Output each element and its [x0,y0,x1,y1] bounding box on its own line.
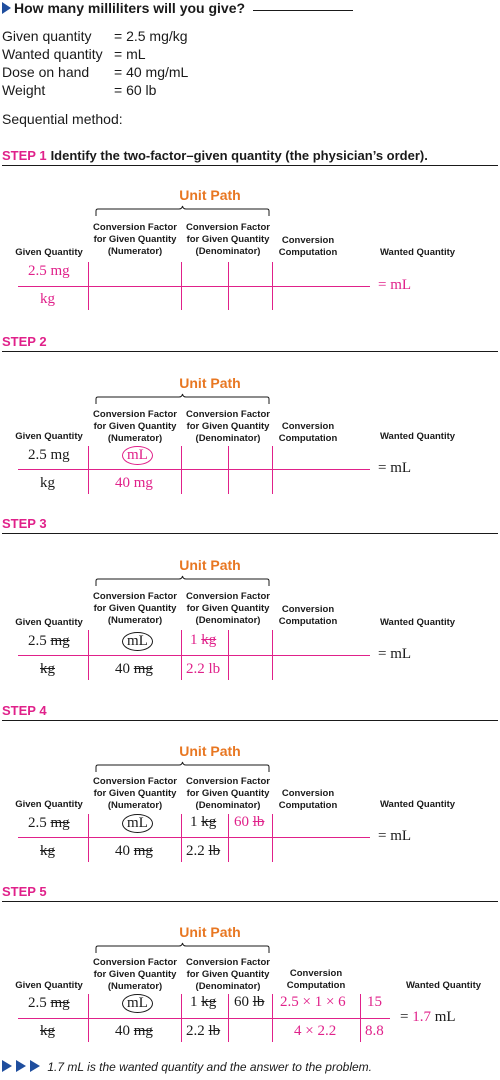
denominator-top: 1 kg [190,814,217,830]
given-label: Wanted quantity [2,46,103,62]
wanted-result: = mL [378,460,412,476]
step-number: STEP 1 [2,148,47,163]
question-title [2,0,353,16]
header-wanted-quantity: Wanted Quantity [379,799,456,810]
numerator-unit [122,814,153,833]
step-description: Identify the two-factor–given quantity (the physician’s order). [50,148,428,163]
column-divider [181,814,182,862]
header-given-quantity: Given Quantity [15,980,83,991]
header-cf-numerator: Conversion Factor for Given Quantity (Numerator) [93,409,177,444]
step-4-title [2,703,51,718]
numerator-dose: 40 mg [115,661,153,677]
denominator-bottom: 2.2 lb [186,843,221,859]
result-denominator: 8.8 [365,1023,384,1039]
column-divider [228,446,229,494]
header-given-quantity: Given Quantity [15,617,83,628]
denominator-top: 1 kg [190,632,217,648]
unit-path-brace [95,761,270,773]
unit-path-title: Unit Path [179,375,241,391]
unit-path-brace [95,575,270,587]
numerator-unit [122,994,153,1013]
given-denominator: kg [40,843,55,859]
header-wanted-quantity: Wanted Quantity [379,431,456,442]
unit-path-brace [95,205,270,217]
column-divider [88,814,89,862]
header-cf-denominator: Conversion Factor for Given Quantity (Denominator) [186,591,270,626]
answer-blank [253,9,353,11]
header-cf-numerator: Conversion Factor for Given Quantity (Numerator) [93,591,177,626]
header-cf-numerator: Conversion Factor for Given Quantity (Numerator) [93,957,177,992]
step-divider [2,351,498,352]
given-value: = 60 lb [114,82,157,98]
header-cf-denominator: Conversion Factor for Given Quantity (Denominator) [186,409,270,444]
unit-path-brace [95,393,270,405]
wanted-result: = 1.7 mL [400,1009,456,1025]
unit-path-title: Unit Path [179,187,241,203]
header-given-quantity: Given Quantity [15,799,83,810]
given-label: Dose on hand [2,64,90,80]
given-denominator: kg [40,475,55,491]
weight-factor: 60 lb [234,814,265,830]
computation-denominator: 4 × 2.2 [294,1023,337,1039]
given-row [2,28,188,44]
given-label: Given quantity [2,28,92,44]
step-2-title [2,334,51,349]
header-conversion: Conversion Computation [278,604,338,627]
column-divider [228,262,229,310]
given-numerator: 2.5 mg [28,633,70,649]
result-numerator: 15 [367,994,382,1010]
fraction-line [18,469,370,470]
arrow-bullet-icon [16,1060,26,1072]
header-given-quantity: Given Quantity [15,431,83,442]
wanted-result: = mL [378,646,412,662]
arrow-bullet-icon [30,1060,40,1072]
column-divider [272,814,273,862]
column-divider [228,994,229,1042]
step-number: STEP 2 [2,334,47,349]
denominator-bottom: 2.2 lb [186,1023,221,1039]
column-divider [272,446,273,494]
unit-path-title: Unit Path [179,924,241,940]
wanted-result: = mL [378,277,412,293]
given-denominator: kg [40,661,55,677]
step-3-title [2,516,51,531]
denominator-top: 1 kg [190,994,217,1010]
computation-numerator: 2.5 × 1 × 6 [280,994,346,1010]
triangle-bullet-icon [2,2,11,14]
given-value: = 2.5 mg/kg [114,28,188,44]
given-row [2,82,156,98]
fraction-line [18,655,370,656]
step-divider [2,533,498,534]
given-numerator: 2.5 mg [28,263,70,279]
unit-path-title: Unit Path [179,557,241,573]
column-divider [88,630,89,680]
denominator-bottom: 2.2 lb [186,661,221,677]
header-cf-denominator: Conversion Factor for Given Quantity (Denominator) [186,222,270,257]
fraction-line [18,837,370,838]
fraction-line [18,1018,390,1019]
header-wanted-quantity: Wanted Quantity [379,617,456,628]
column-divider [181,630,182,680]
weight-factor: 60 lb [234,994,265,1010]
column-divider [272,994,273,1042]
given-numerator: 2.5 mg [28,815,70,831]
given-denominator: kg [40,291,55,307]
header-cf-numerator: Conversion Factor for Given Quantity (Numerator) [93,776,177,811]
header-conversion: Conversion Computation [278,421,338,444]
header-conversion: Conversion Computation [286,968,346,991]
numerator-dose: 40 mg [115,843,153,859]
numerator-unit [122,446,153,465]
column-divider [181,262,182,310]
step-number: STEP 4 [2,703,47,718]
given-value: = mL [114,46,146,62]
column-divider [88,262,89,310]
given-numerator: 2.5 mg [28,447,70,463]
column-divider [228,814,229,862]
footer-text: 1.7 mL is the wanted quantity and the answer to the problem. [47,1060,372,1074]
answer-footer [2,1060,372,1074]
numerator-dose: 40 mg [115,1023,153,1039]
step-5-title [2,884,51,899]
column-divider [181,994,182,1042]
circled-ml: mL [122,446,153,465]
unit-path-brace [95,942,270,954]
given-label: Weight [2,82,46,98]
column-divider [272,262,273,310]
header-wanted-quantity: Wanted Quantity [405,980,482,991]
step-number: STEP 3 [2,516,47,531]
column-divider [88,994,89,1042]
step-1-title [2,148,428,163]
header-wanted-quantity: Wanted Quantity [379,247,456,258]
question-text: How many milliliters will you give? [14,0,246,16]
arrow-bullet-icon [2,1060,12,1072]
header-cf-denominator: Conversion Factor for Given Quantity (Denominator) [186,957,270,992]
given-row [2,46,146,62]
column-divider [272,630,273,680]
given-numerator: 2.5 mg [28,995,70,1011]
header-conversion: Conversion Computation [278,235,338,258]
column-divider [360,994,361,1042]
method-label: Sequential method: [2,111,123,127]
circled-ml: mL [122,632,153,651]
unit-path-title: Unit Path [179,743,241,759]
header-conversion: Conversion Computation [278,788,338,811]
numerator-dose: 40 mg [115,475,153,491]
answer-value: 1.7 [412,1009,431,1025]
header-cf-numerator: Conversion Factor for Given Quantity (Numerator) [93,222,177,257]
numerator-unit [122,632,153,651]
step-divider [2,720,498,721]
circled-ml: mL [122,994,153,1013]
step-divider [2,165,498,166]
circled-ml: mL [122,814,153,833]
wanted-result: = mL [378,828,412,844]
step-number: STEP 5 [2,884,47,899]
header-cf-denominator: Conversion Factor for Given Quantity (Denominator) [186,776,270,811]
given-denominator: kg [40,1023,55,1039]
column-divider [181,446,182,494]
column-divider [88,446,89,494]
column-divider [228,630,229,680]
step-divider [2,901,498,902]
header-given-quantity: Given Quantity [15,247,83,258]
given-value: = 40 mg/mL [114,64,189,80]
given-row [2,64,188,80]
fraction-line [18,286,370,287]
